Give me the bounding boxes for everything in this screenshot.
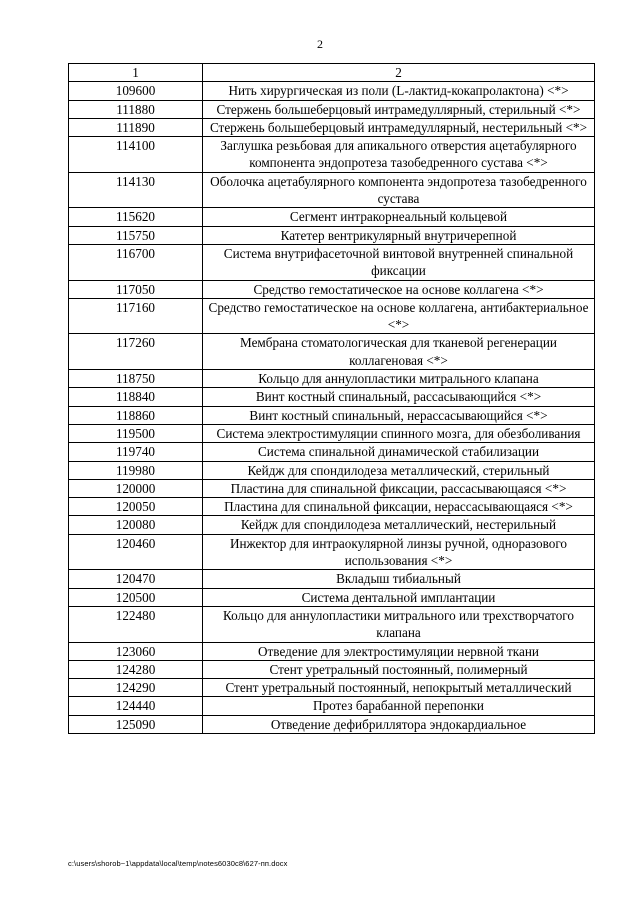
table-row: [69, 388, 595, 406]
table-row: [69, 82, 595, 100]
table-row: [69, 679, 595, 697]
item-code: 114130: [69, 172, 203, 208]
column-header-code: 1: [69, 64, 203, 82]
item-name: Стержень большеберцовый интрамедуллярный, стерильный <*>: [203, 100, 595, 118]
table-row: [69, 479, 595, 497]
table-row: [69, 280, 595, 298]
item-name: Оболочка ацетабулярного компонента эндопротеза тазобедренного сустава: [203, 172, 595, 208]
item-code: 116700: [69, 244, 203, 280]
item-code: 120080: [69, 516, 203, 534]
item-name: Мембрана стоматологическая для тканевой регенерации коллагеновая <*>: [203, 334, 595, 370]
item-name: Кольцо для аннулопластики митрального или трехстворчатого клапана: [203, 606, 595, 642]
item-name: Катетер вентрикулярный внутричерепной: [203, 226, 595, 244]
table-row: [69, 588, 595, 606]
table-row: [69, 406, 595, 424]
item-name: Средство гемостатическое на основе коллагена <*>: [203, 280, 595, 298]
item-name: Система внутрифасеточной винтовой внутренней спинальной фиксации: [203, 244, 595, 280]
item-name: Система дентальной имплантации: [203, 588, 595, 606]
item-code: 109600: [69, 82, 203, 100]
table-row: [69, 443, 595, 461]
item-name: Стержень большеберцовый интрамедуллярный, нестерильный <*>: [203, 118, 595, 136]
item-name: Пластина для спинальной фиксации, рассасывающаяся <*>: [203, 479, 595, 497]
item-name: Нить хирургическая из поли (L-лактид-кокапролактона) <*>: [203, 82, 595, 100]
table-row: [69, 516, 595, 534]
item-name: Система электростимуляции спинного мозга, для обезболивания: [203, 424, 595, 442]
table-row: [69, 461, 595, 479]
item-code: 124290: [69, 679, 203, 697]
item-code: 117160: [69, 298, 203, 334]
table-row: [69, 370, 595, 388]
item-code: 119980: [69, 461, 203, 479]
item-name: Кейдж для спондилодеза металлический, нестерильный: [203, 516, 595, 534]
page-number: 2: [317, 37, 323, 51]
item-code: 120460: [69, 534, 203, 570]
item-name: Средство гемостатическое на основе коллагена, антибактериальное <*>: [203, 298, 595, 334]
item-name: Система спинальной динамической стабилизации: [203, 443, 595, 461]
item-code: 124280: [69, 660, 203, 678]
table-row: [69, 100, 595, 118]
table-row: [69, 208, 595, 226]
item-name: Заглушка резьбовая для апикального отверстия ацетабулярного компонента эндопротеза тазобедренного сустава <*>: [203, 137, 595, 173]
item-code: 119500: [69, 424, 203, 442]
item-name: Кольцо для аннулопластики митрального клапана: [203, 370, 595, 388]
table-row: [69, 172, 595, 208]
item-name: Вкладыш тибиальный: [203, 570, 595, 588]
item-code: 119740: [69, 443, 203, 461]
table-row: [69, 298, 595, 334]
item-name: Отведение для электростимуляции нервной ткани: [203, 642, 595, 660]
table-row: [69, 244, 595, 280]
item-code: 111890: [69, 118, 203, 136]
item-code: 124440: [69, 697, 203, 715]
item-code: 111880: [69, 100, 203, 118]
item-name: Винт костный спинальный, нерассасывающийся <*>: [203, 406, 595, 424]
column-header-name: 2: [203, 64, 595, 82]
table-row: [69, 424, 595, 442]
item-code: 118840: [69, 388, 203, 406]
item-code: 118750: [69, 370, 203, 388]
item-name: Винт костный спинальный, рассасывающийся <*>: [203, 388, 595, 406]
item-name: Стент уретральный постоянный, полимерный: [203, 660, 595, 678]
item-name: Сегмент интракорнеальный кольцевой: [203, 208, 595, 226]
table-row: [69, 118, 595, 136]
table-row: [69, 715, 595, 733]
item-code: 120470: [69, 570, 203, 588]
item-code: 125090: [69, 715, 203, 733]
table-body: [69, 82, 595, 734]
items-table: [68, 63, 595, 734]
table-row: [69, 570, 595, 588]
document-file-path: c:\users\shorob~1\appdata\local\temp\notes6030c8\627-пп.docx: [68, 859, 288, 868]
table-row: [69, 534, 595, 570]
item-code: 120000: [69, 479, 203, 497]
item-code: 117260: [69, 334, 203, 370]
item-code: 117050: [69, 280, 203, 298]
item-name: Кейдж для спондилодеза металлический, стерильный: [203, 461, 595, 479]
item-code: 123060: [69, 642, 203, 660]
table-row: [69, 606, 595, 642]
item-code: 118860: [69, 406, 203, 424]
item-code: 120050: [69, 498, 203, 516]
table-row: [69, 137, 595, 173]
item-code: 114100: [69, 137, 203, 173]
item-name: Стент уретральный постоянный, непокрытый металлический: [203, 679, 595, 697]
table-row: [69, 334, 595, 370]
item-code: 120500: [69, 588, 203, 606]
item-code: 122480: [69, 606, 203, 642]
item-name: Инжектор для интраокулярной линзы ручной, одноразового использования <*>: [203, 534, 595, 570]
item-name: Пластина для спинальной фиксации, нерассасывающаяся <*>: [203, 498, 595, 516]
table-row: [69, 642, 595, 660]
item-code: 115750: [69, 226, 203, 244]
table-row: [69, 498, 595, 516]
table-row: [69, 660, 595, 678]
item-code: 115620: [69, 208, 203, 226]
item-name: Протез барабанной перепонки: [203, 697, 595, 715]
item-name: Отведение дефибриллятора эндокардиальное: [203, 715, 595, 733]
table-row: [69, 226, 595, 244]
table-header-row: [69, 64, 595, 82]
table-row: [69, 697, 595, 715]
